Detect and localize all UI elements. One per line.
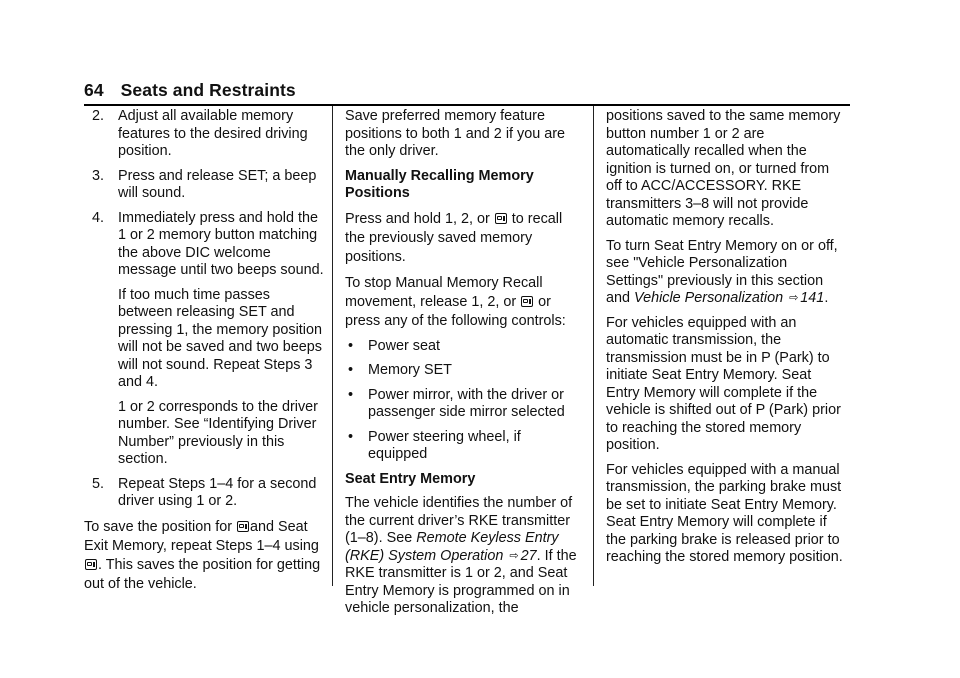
page-header — [84, 80, 296, 101]
list-item-text: Power seat — [368, 337, 440, 354]
paragraph: positions saved to the same memory button number 1 or 2 are automatically recalled when the ignition is turned on, or turned from off to ACC/ACCESSORY. RKE transmitters 3–8 will not provide automatic memory recalls. — [606, 108, 841, 229]
list-item — [345, 338, 582, 356]
cross-reference-link[interactable]: Remote Keyless Entry (RKE) System Operation — [345, 530, 559, 564]
section-title: Seats and Restraints — [120, 80, 296, 100]
text-run: To save the position for — [84, 518, 232, 535]
step-number: 2. — [92, 108, 105, 124]
step-5 — [84, 476, 326, 511]
step-2 — [84, 108, 326, 161]
seat-exit-memory-icon — [85, 559, 97, 570]
text-run: . This saves the position for getting out of the vehicle. — [84, 556, 321, 592]
step-number: 3. — [92, 167, 105, 184]
column-divider-1 — [332, 106, 333, 586]
page-reference-arrow-icon: ⇨ — [509, 549, 519, 562]
stop-paragraph — [345, 274, 582, 331]
list-item-text: Power mirror, with the driver or passenger side mirror selected — [368, 386, 565, 420]
bullet: • — [348, 386, 354, 403]
section-heading: Seat Entry Memory — [345, 470, 476, 487]
cross-reference-link[interactable]: Vehicle Personalization — [634, 290, 784, 306]
text-run: To turn Seat Entry Memory on or off, see "Vehicle Personalization Settings" previously in this section and — [606, 237, 838, 306]
seat-exit-memory-icon — [521, 296, 533, 307]
paragraph: For vehicles equipped with a manual transmission, the parking brake must be set to initiate Seat Entry Memory. Seat Entry Memory will complete if the parking brake is released prior to reaching the stored memory position. — [606, 461, 843, 565]
step-text: Adjust all available memory features to the desired driving position. — [118, 108, 308, 159]
step-note: 1 or 2 corresponds to the driver number. See “Identifying Driver Number” previously in this section. — [118, 398, 318, 467]
section-heading: Manually Recalling Memory Positions — [345, 167, 534, 201]
save-exit-paragraph — [84, 518, 326, 594]
page-reference[interactable]: 27 — [520, 547, 537, 564]
column-1 — [84, 108, 326, 601]
header-rule — [84, 104, 850, 106]
seat-exit-memory-icon — [237, 521, 249, 532]
text-run: or press any of the following controls: — [345, 293, 566, 329]
text-run: . — [824, 290, 829, 306]
step-number: 4. — [92, 209, 105, 226]
list-item — [345, 387, 582, 422]
paragraph: For vehicles equipped with an automatic transmission, the transmission must be in P (Park) to initiate Seat Entry Memory. Seat Entry Memory will complete if the vehicle is shifted out of P (Park) prior to reaching the stored memory position. — [606, 314, 841, 453]
text-run: Press and hold 1, 2, or — [345, 210, 490, 227]
intro-paragraph: Save preferred memory feature positions to both 1 and 2 if you are the only driver. — [345, 108, 566, 159]
text-run: The vehicle identifies the number of the current driver’s RKE transmitter (1–8). See — [345, 495, 573, 546]
paragraph — [606, 238, 846, 308]
text-run: . If the RKE transmitter is 1 or 2, and Seat Entry Memory is programmed on in vehicle personalization, the — [345, 547, 577, 616]
list-item — [345, 429, 582, 464]
page-reference[interactable]: 141 — [800, 290, 825, 306]
recall-paragraph — [345, 210, 582, 267]
text-run: to recall the previously saved memory positions. — [345, 210, 563, 265]
list-item-text: Power steering wheel, if equipped — [368, 428, 521, 462]
list-item-text: Memory SET — [368, 362, 452, 378]
bullet: • — [348, 337, 354, 354]
list-item — [345, 362, 582, 380]
text-run: To stop Manual Memory Recall movement, release 1, 2, or — [345, 274, 543, 310]
bullet: • — [348, 362, 354, 378]
column-2 — [345, 108, 582, 625]
entry-paragraph — [345, 495, 582, 618]
step-4 — [84, 210, 326, 469]
page-number: 64 — [84, 80, 104, 100]
column-3 — [606, 108, 846, 574]
text-run: and Seat Exit Memory, repeat Steps 1–4 using — [84, 518, 319, 554]
bullet: • — [348, 428, 354, 445]
step-text: Press and release SET; a beep will sound. — [118, 167, 317, 201]
step-text: Repeat Steps 1–4 for a second driver using 1 or 2. — [118, 475, 317, 509]
step-text: Immediately press and hold the 1 or 2 memory button matching the above DIC welcome message until two beeps sound. — [118, 209, 324, 278]
step-3 — [84, 168, 326, 203]
step-number: 5. — [92, 475, 105, 492]
step-note: If too much time passes between releasing SET and pressing 1, the memory position will not be saved and two beeps will not sound. Repeat Steps 3 and 4. — [118, 286, 322, 390]
seat-exit-memory-icon — [495, 213, 507, 224]
page-reference-arrow-icon: ⇨ — [789, 292, 799, 304]
column-divider-2 — [593, 106, 594, 586]
